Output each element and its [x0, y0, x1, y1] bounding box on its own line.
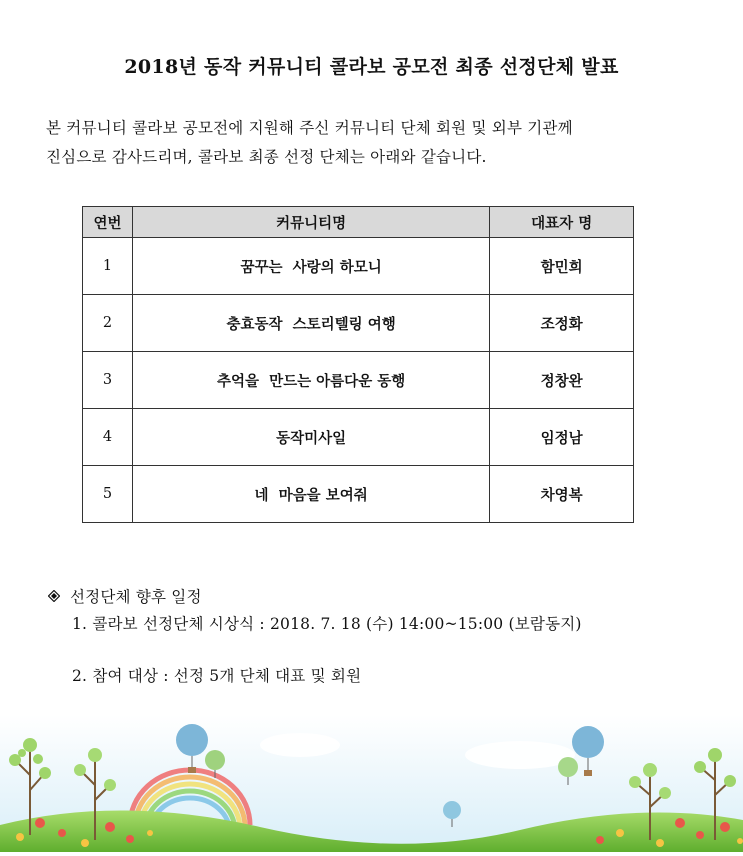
- table-row: [83, 466, 634, 523]
- intro-paragraph: [46, 114, 706, 172]
- schedule-item: 1. 콜라보 선정단체 시상식 : 2018. 7. 18 (수) 14:00~15:00 (보람동지): [72, 615, 582, 633]
- header-community-name: 커뮤니티명: [132, 207, 489, 238]
- representative-name: 차영복: [490, 466, 634, 523]
- header-representative: 대표자 명: [490, 207, 634, 238]
- community-name: 충효동작 스토리텔링 여행: [132, 295, 489, 352]
- row-number: 3: [83, 352, 133, 409]
- row-number: 5: [83, 466, 133, 523]
- header-number: 연번: [83, 207, 133, 238]
- table-row: [83, 409, 634, 466]
- schedule-item: 2. 참여 대상 : 선정 5개 단체 대표 및 회원: [72, 667, 362, 685]
- table-row: [83, 238, 634, 295]
- table-row: [83, 352, 634, 409]
- community-name: 네 마음을 보여줘: [132, 466, 489, 523]
- schedule-heading: [48, 583, 728, 609]
- selected-groups-table: [82, 206, 634, 523]
- intro-line: 본 커뮤니티 콜라보 공모전에 지원해 주신 커뮤니티 단체 회원 및 외부 기관께: [46, 119, 573, 137]
- table-header-row: [83, 207, 634, 238]
- schedule-heading-text: 선정단체 향후 일정: [70, 588, 202, 606]
- representative-name: 임정남: [490, 409, 634, 466]
- representative-name: 함민희: [490, 238, 634, 295]
- schedule-section: [48, 583, 728, 689]
- representative-name: 조정화: [490, 295, 634, 352]
- community-name: 동작미사일: [132, 409, 489, 466]
- row-number: 1: [83, 238, 133, 295]
- representative-name: 정창완: [490, 352, 634, 409]
- row-number: 4: [83, 409, 133, 466]
- page-title: 2018년 동작 커뮤니티 콜라보 공모전 최종 선정단체 발표: [124, 56, 619, 78]
- community-name: 추억을 만드는 아름다운 동행: [132, 352, 489, 409]
- diamond-bullet-icon: [48, 590, 60, 602]
- intro-line: 진심으로 감사드리며, 콜라보 최종 선정 단체는 아래와 같습니다.: [46, 148, 487, 166]
- community-name: 꿈꾸는 사랑의 하모니: [132, 238, 489, 295]
- row-number: 2: [83, 295, 133, 352]
- spring-landscape-illustration: [0, 715, 743, 852]
- table-row: [83, 295, 634, 352]
